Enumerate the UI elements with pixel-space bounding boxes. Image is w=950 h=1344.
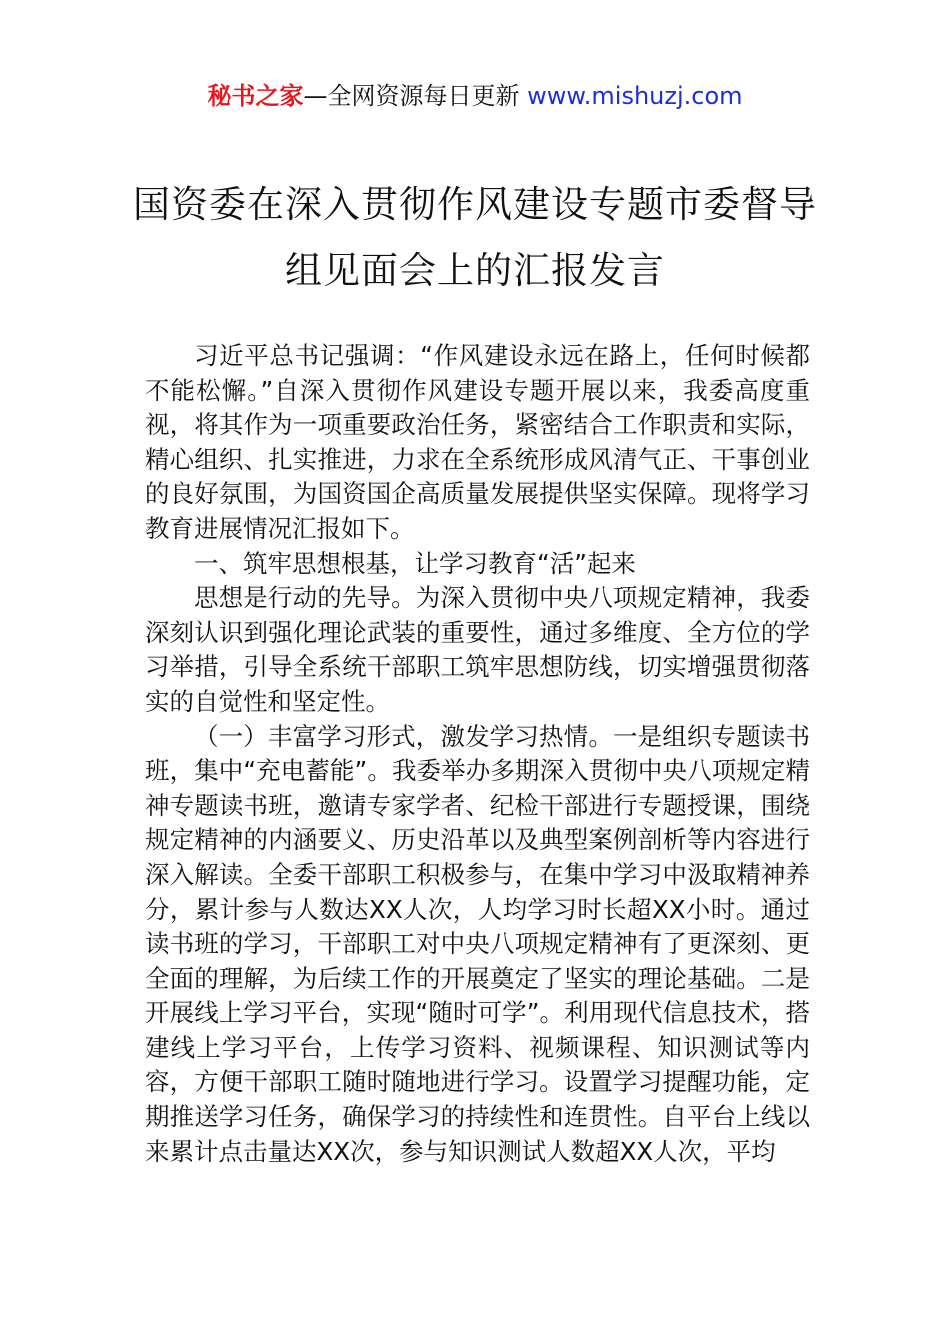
title-line-2: 组见面会上的汇报发言 xyxy=(285,249,665,292)
document-body xyxy=(145,339,810,1169)
paragraph-intro: 习近平总书记强调：“作风建设永远在路上，任何时候都不能松懈。”自深入贯彻作风建设专题开展以来，我委高度重视，将其作为一项重要政治任务，紧密结合工作职责和实际，精心组织、扎实推进，力求在全系统形成风清气正、干事创业的良好氛围，为国资国企高质量发展提供坚实保障。现将学习教育进展情况汇报如下。 xyxy=(145,341,810,543)
site-header xyxy=(0,80,950,112)
section-heading-1: 一、筑牢思想根基，让学习教育“活”起来 xyxy=(194,548,636,578)
document-title xyxy=(100,172,850,304)
paragraph-subsection-1: （一）丰富学习形式，激发学习热情。一是组织专题读书班，集中“充电蓄能”。我委举办多期深入贯彻中央八项规定精神专题读书班，邀请专家学者、纪检干部进行专题授课，围绕规定精神的内涵要义、历史沿革以及典型案例剖析等内容进行深入解读。全委干部职工积极参与，在集中学习中汲取精神养分，累计参与人数达XX人次，人均学习时长超XX小时。通过读书班的学习，干部职工对中央八项规定精神有了更深刻、更全面的理解，为后续工作的开展奠定了坚实的理论基础。二是开展线上学习平台，实现“随时可学”。利用现代信息技术，搭建线上学习平台，上传学习资料、视频课程、知识测试等内容，方便干部职工随时随地进行学习。设置学习提醒功能，定期推送学习任务，确保学习的持续性和连贯性。自平台上线以来累计点击量达XX次，参与知识测试人数超XX人次，平均 xyxy=(145,721,810,1166)
paragraph-section-1: 思想是行动的先导。为深入贯彻中央八项规定精神，我委深刻认识到强化理论武装的重要性，通过多维度、全方位的学习举措，引导全系统干部职工筑牢思想防线，切实增强贯彻落实的自觉性和坚定性。 xyxy=(145,583,810,716)
title-line-1: 国资委在深入贯彻作风建设专题市委督导 xyxy=(133,183,817,226)
site-brand: 秘书之家 xyxy=(207,82,304,110)
site-url[interactable]: www.mishuzj.com xyxy=(527,82,743,110)
site-tagline: —全网资源每日更新 xyxy=(303,82,528,110)
